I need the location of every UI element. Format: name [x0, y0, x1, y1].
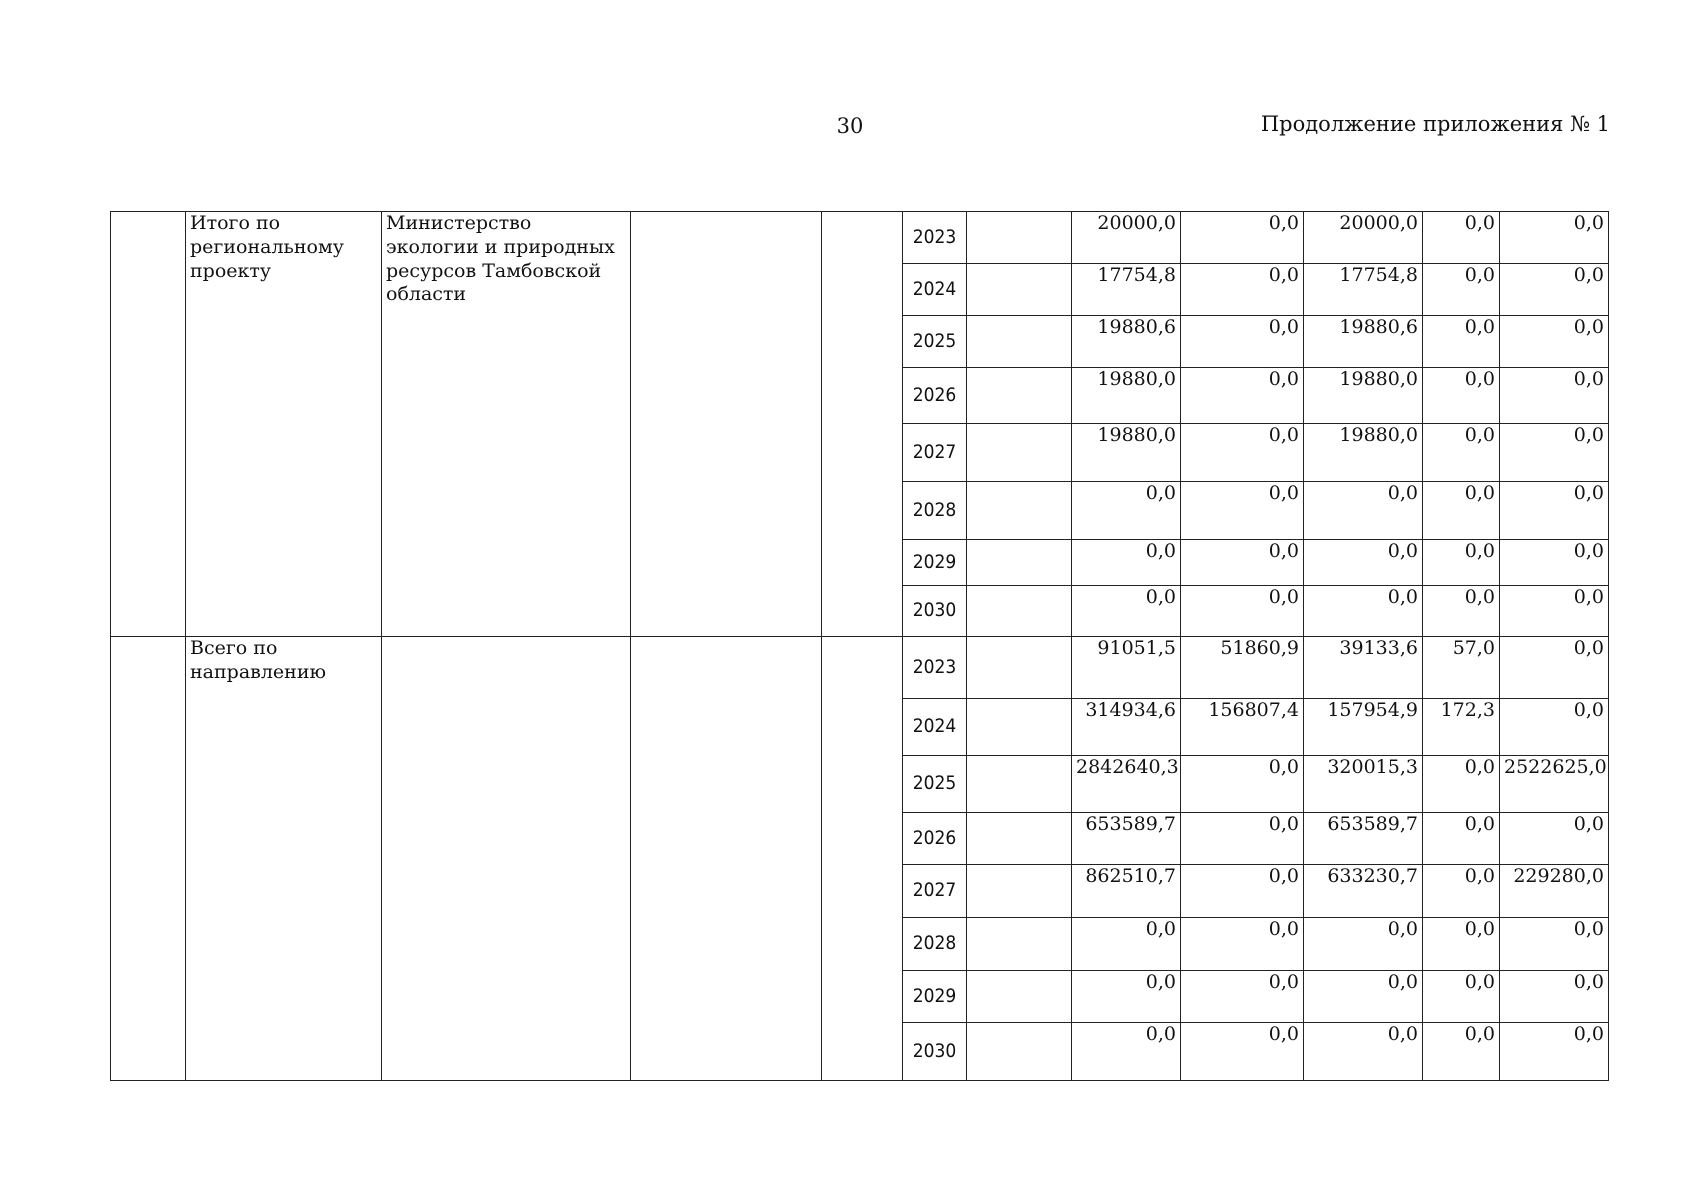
federal-amount-cell: 0,0 [1181, 368, 1304, 424]
federal-amount-cell: 156807,4 [1181, 699, 1304, 756]
total-amount-cell: 0,0 [1072, 918, 1181, 971]
federal-amount-cell: 0,0 [1181, 586, 1304, 637]
budget-table-body [111, 212, 1609, 1081]
local-amount-cell: 0,0 [1423, 971, 1500, 1023]
local-amount-cell: 0,0 [1423, 424, 1500, 482]
budget-table [110, 211, 1609, 1081]
regional-amount-cell: 633230,7 [1304, 865, 1423, 918]
number-cell [111, 637, 186, 1081]
total-amount-cell: 91051,5 [1072, 637, 1181, 699]
other-amount-cell: 0,0 [1500, 699, 1609, 756]
regional-amount-cell: 19880,0 [1304, 424, 1423, 482]
blank-cell [967, 813, 1072, 865]
total-amount-cell: 0,0 [1072, 586, 1181, 637]
year-cell: 2028 [903, 482, 967, 540]
group-title-cell: Итого по региональному проекту [186, 212, 382, 637]
table-row [111, 637, 1609, 699]
federal-amount-cell: 0,0 [1181, 316, 1304, 368]
local-amount-cell: 0,0 [1423, 316, 1500, 368]
year-cell: 2026 [903, 368, 967, 424]
year-cell: 2024 [903, 699, 967, 756]
other-amount-cell: 0,0 [1500, 482, 1609, 540]
other-amount-cell: 0,0 [1500, 586, 1609, 637]
regional-amount-cell: 0,0 [1304, 1023, 1423, 1081]
year-cell: 2025 [903, 316, 967, 368]
local-amount-cell: 0,0 [1423, 918, 1500, 971]
blank-cell [967, 368, 1072, 424]
year-cell: 2029 [903, 971, 967, 1023]
total-amount-cell: 19880,0 [1072, 368, 1181, 424]
blank-cell [967, 212, 1072, 264]
year-cell: 2027 [903, 424, 967, 482]
year-cell: 2026 [903, 813, 967, 865]
local-amount-cell: 0,0 [1423, 212, 1500, 264]
total-amount-cell: 0,0 [1072, 540, 1181, 586]
total-amount-cell: 17754,8 [1072, 264, 1181, 316]
local-amount-cell: 0,0 [1423, 368, 1500, 424]
regional-amount-cell: 19880,0 [1304, 368, 1423, 424]
federal-amount-cell: 0,0 [1181, 264, 1304, 316]
other-amount-cell: 0,0 [1500, 316, 1609, 368]
regional-amount-cell: 0,0 [1304, 586, 1423, 637]
total-amount-cell: 19880,6 [1072, 316, 1181, 368]
table-row [111, 212, 1609, 264]
other-amount-cell: 0,0 [1500, 918, 1609, 971]
appendix-continuation-label: Продолжение приложения № 1 [1260, 112, 1610, 136]
year-cell: 2028 [903, 918, 967, 971]
blank-cell [967, 482, 1072, 540]
local-amount-cell: 0,0 [1423, 540, 1500, 586]
year-cell: 2027 [903, 865, 967, 918]
local-amount-cell: 0,0 [1423, 756, 1500, 813]
other-amount-cell: 229280,0 [1500, 865, 1609, 918]
participants-cell [631, 212, 822, 637]
federal-amount-cell: 51860,9 [1181, 637, 1304, 699]
regional-amount-cell: 320015,3 [1304, 756, 1423, 813]
regional-amount-cell: 0,0 [1304, 971, 1423, 1023]
year-cell: 2025 [903, 756, 967, 813]
total-amount-cell: 20000,0 [1072, 212, 1181, 264]
total-amount-cell: 19880,0 [1072, 424, 1181, 482]
total-amount-cell: 653589,7 [1072, 813, 1181, 865]
total-amount-cell: 862510,7 [1072, 865, 1181, 918]
other-amount-cell: 2522625,0 [1500, 756, 1609, 813]
federal-amount-cell: 0,0 [1181, 212, 1304, 264]
year-cell: 2030 [903, 1023, 967, 1081]
total-amount-cell: 2842640,3 [1072, 756, 1181, 813]
regional-amount-cell: 19880,6 [1304, 316, 1423, 368]
regional-amount-cell: 0,0 [1304, 482, 1423, 540]
other-amount-cell: 0,0 [1500, 212, 1609, 264]
year-cell: 2029 [903, 540, 967, 586]
regional-amount-cell: 0,0 [1304, 540, 1423, 586]
blank-cell [967, 865, 1072, 918]
blank-cell [967, 540, 1072, 586]
local-amount-cell: 0,0 [1423, 865, 1500, 918]
local-amount-cell: 0,0 [1423, 264, 1500, 316]
total-amount-cell: 314934,6 [1072, 699, 1181, 756]
group-title-cell: Всего по направлению [186, 637, 382, 1081]
other-amount-cell: 0,0 [1500, 264, 1609, 316]
regional-amount-cell: 17754,8 [1304, 264, 1423, 316]
federal-amount-cell: 0,0 [1181, 756, 1304, 813]
blank-cell [967, 1023, 1072, 1081]
executor-cell [382, 637, 631, 1081]
federal-amount-cell: 0,0 [1181, 1023, 1304, 1081]
year-cell: 2030 [903, 586, 967, 637]
local-amount-cell: 172,3 [1423, 699, 1500, 756]
blank-cell [967, 637, 1072, 699]
blank-cell [967, 699, 1072, 756]
total-amount-cell: 0,0 [1072, 1023, 1181, 1081]
regional-amount-cell: 653589,7 [1304, 813, 1423, 865]
year-cell: 2024 [903, 264, 967, 316]
regional-amount-cell: 157954,9 [1304, 699, 1423, 756]
blank-cell [967, 918, 1072, 971]
federal-amount-cell: 0,0 [1181, 813, 1304, 865]
blank-cell [967, 264, 1072, 316]
local-amount-cell: 0,0 [1423, 1023, 1500, 1081]
other-amount-cell: 0,0 [1500, 540, 1609, 586]
regional-amount-cell: 20000,0 [1304, 212, 1423, 264]
other-amount-cell: 0,0 [1500, 971, 1609, 1023]
local-amount-cell: 0,0 [1423, 813, 1500, 865]
blank-cell [967, 756, 1072, 813]
federal-amount-cell: 0,0 [1181, 540, 1304, 586]
blank-cell [967, 424, 1072, 482]
source-cell [822, 212, 903, 637]
federal-amount-cell: 0,0 [1181, 424, 1304, 482]
local-amount-cell: 0,0 [1423, 586, 1500, 637]
year-cell: 2023 [903, 212, 967, 264]
year-cell: 2023 [903, 637, 967, 699]
total-amount-cell: 0,0 [1072, 482, 1181, 540]
blank-cell [967, 971, 1072, 1023]
blank-cell [967, 586, 1072, 637]
source-cell [822, 637, 903, 1081]
page-number: 30 [836, 114, 864, 138]
other-amount-cell: 0,0 [1500, 813, 1609, 865]
other-amount-cell: 0,0 [1500, 637, 1609, 699]
executor-cell: Министерство экологии и природных ресурсов Тамбовской области [382, 212, 631, 637]
federal-amount-cell: 0,0 [1181, 971, 1304, 1023]
regional-amount-cell: 39133,6 [1304, 637, 1423, 699]
other-amount-cell: 0,0 [1500, 424, 1609, 482]
participants-cell [631, 637, 822, 1081]
blank-cell [967, 316, 1072, 368]
federal-amount-cell: 0,0 [1181, 865, 1304, 918]
regional-amount-cell: 0,0 [1304, 918, 1423, 971]
federal-amount-cell: 0,0 [1181, 918, 1304, 971]
other-amount-cell: 0,0 [1500, 368, 1609, 424]
local-amount-cell: 0,0 [1423, 482, 1500, 540]
federal-amount-cell: 0,0 [1181, 482, 1304, 540]
total-amount-cell: 0,0 [1072, 971, 1181, 1023]
number-cell [111, 212, 186, 637]
local-amount-cell: 57,0 [1423, 637, 1500, 699]
other-amount-cell: 0,0 [1500, 1023, 1609, 1081]
